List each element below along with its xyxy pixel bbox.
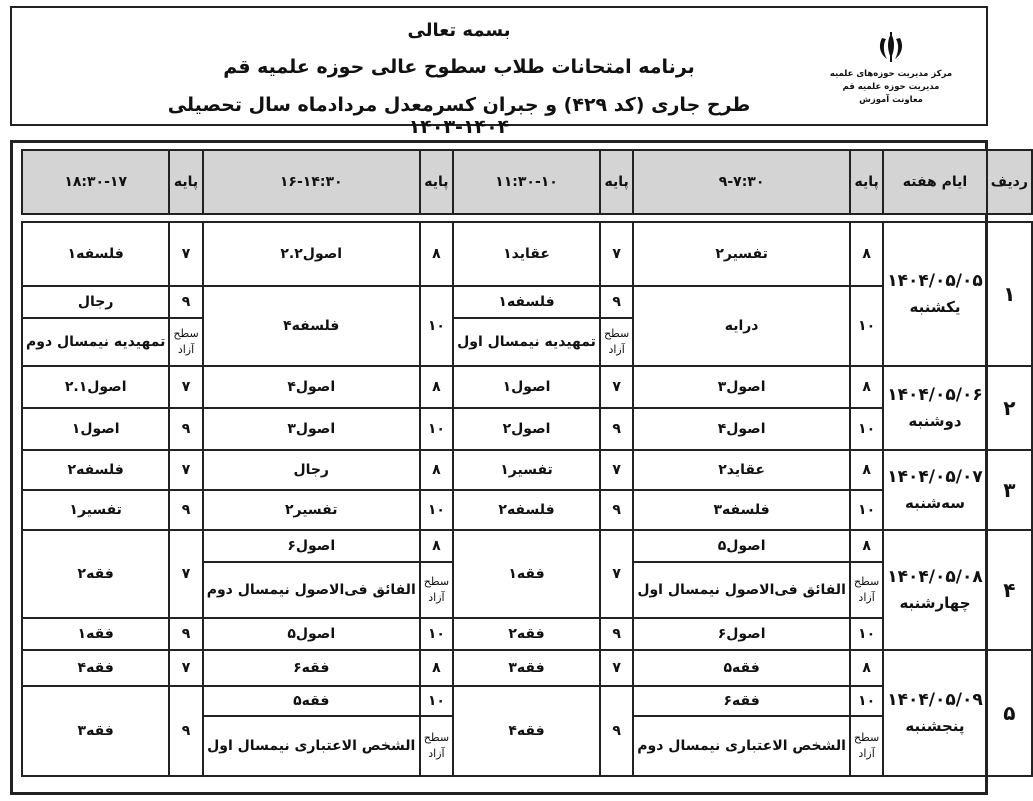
header-paye-1: پایه bbox=[850, 150, 883, 214]
subject-cell: اصول۲.۲ bbox=[203, 222, 420, 286]
paye-cell: ۷ bbox=[169, 222, 202, 286]
row-number: ۴ bbox=[987, 530, 1032, 650]
org-line-1: مرکز مدیریت حوزه‌های علمیه bbox=[829, 69, 953, 79]
paye-cell: سطح آزاد bbox=[420, 562, 453, 618]
subject-cell: فلسفه۴ bbox=[203, 286, 420, 366]
paye-cell: ۱۰ bbox=[420, 286, 453, 366]
subject-cell: اصول۱ bbox=[22, 408, 169, 450]
header-slot-1: ۹-۷:۳۰ bbox=[633, 150, 850, 214]
subject-cell: اصول۴ bbox=[633, 408, 850, 450]
day-date: ۱۴۰۴/۰۵/۰۶ bbox=[887, 385, 983, 405]
paye-cell: ۱۰ bbox=[420, 490, 453, 530]
header-radif: ردیف bbox=[987, 150, 1032, 214]
paye-cell: ۱۰ bbox=[420, 686, 453, 716]
table-row bbox=[22, 450, 1032, 490]
table-row bbox=[22, 286, 1032, 318]
subject-cell: عقاید۱ bbox=[453, 222, 600, 286]
paye-cell: ۱۰ bbox=[850, 618, 883, 650]
subject-cell: اصول۲.۱ bbox=[22, 366, 169, 408]
paye-cell: ۷ bbox=[169, 650, 202, 686]
paye-cell: ۸ bbox=[420, 366, 453, 408]
table-row bbox=[22, 618, 1032, 650]
paye-cell: ۹ bbox=[169, 408, 202, 450]
paye-cell: ۷ bbox=[600, 450, 633, 490]
day-cell bbox=[883, 650, 986, 776]
subject-cell: فلسفه۳ bbox=[633, 490, 850, 530]
subject-cell: اصول۵ bbox=[203, 618, 420, 650]
subject-cell: رجال bbox=[203, 450, 420, 490]
organization-logo-block bbox=[816, 30, 966, 107]
row-number: ۳ bbox=[987, 450, 1032, 530]
paye-cell: ۱۰ bbox=[850, 490, 883, 530]
paye-cell: ۹ bbox=[600, 286, 633, 318]
emblem-icon bbox=[874, 30, 908, 64]
subject-cell: تمهیدیه نیمسال دوم bbox=[22, 318, 169, 366]
paye-cell: سطح آزاد bbox=[850, 562, 883, 618]
header-slot-4: ۱۸:۳۰-۱۷ bbox=[22, 150, 169, 214]
paye-cell: ۷ bbox=[169, 530, 202, 618]
paye-cell: سطح آزاد bbox=[169, 318, 202, 366]
header-paye-4: پایه bbox=[169, 150, 202, 214]
subject-cell: تفسیر۱ bbox=[453, 450, 600, 490]
subject-cell: تمهیدیه نیمسال اول bbox=[453, 318, 600, 366]
paye-cell: ۸ bbox=[420, 222, 453, 286]
paye-cell: ۹ bbox=[600, 686, 633, 776]
document-header bbox=[10, 6, 988, 138]
header-day: ایام هفته bbox=[883, 150, 986, 214]
subject-cell: تفسیر۲ bbox=[203, 490, 420, 530]
subject-cell: اصول۶ bbox=[633, 618, 850, 650]
paye-cell: ۷ bbox=[600, 222, 633, 286]
paye-cell: ۱۰ bbox=[420, 408, 453, 450]
subject-cell: اصول۵ bbox=[633, 530, 850, 562]
row-number: ۱ bbox=[987, 222, 1032, 366]
subject-cell: اصول۳ bbox=[633, 366, 850, 408]
row-number: ۵ bbox=[987, 650, 1032, 776]
paye-cell: ۷ bbox=[600, 366, 633, 408]
subject-cell: فلسفه۲ bbox=[22, 450, 169, 490]
paye-cell: ۸ bbox=[850, 222, 883, 286]
day-date: ۱۴۰۴/۰۵/۰۸ bbox=[887, 567, 983, 587]
paye-cell: ۹ bbox=[169, 490, 202, 530]
subject-cell: فقه۱ bbox=[453, 530, 600, 618]
table-row bbox=[22, 490, 1032, 530]
day-cell bbox=[883, 222, 986, 366]
subject-cell: الشخص الاعتباری نیمسال اول bbox=[203, 716, 420, 776]
day-cell bbox=[883, 450, 986, 530]
table-row bbox=[22, 366, 1032, 408]
paye-cell: ۹ bbox=[169, 618, 202, 650]
subject-cell: الشخص الاعتباری نیمسال دوم bbox=[633, 716, 850, 776]
day-date: ۱۴۰۴/۰۵/۰۷ bbox=[887, 467, 983, 487]
paye-cell: ۹ bbox=[600, 408, 633, 450]
subject-cell: فقه۴ bbox=[22, 650, 169, 686]
header-paye-3: پایه bbox=[420, 150, 453, 214]
subject-cell: فقه۲ bbox=[22, 530, 169, 618]
header-slot-2: ۱۱:۳۰-۱۰ bbox=[453, 150, 600, 214]
subject-cell: فقه۲ bbox=[453, 618, 600, 650]
paye-cell: سطح آزاد bbox=[850, 716, 883, 776]
paye-cell: ۷ bbox=[600, 650, 633, 686]
table-row bbox=[22, 650, 1032, 686]
subject-cell: فقه۵ bbox=[203, 686, 420, 716]
paye-cell: ۸ bbox=[850, 530, 883, 562]
subject-cell: فقه۴ bbox=[453, 686, 600, 776]
table-row bbox=[22, 686, 1032, 716]
day-weekday: یکشنبه bbox=[909, 298, 961, 316]
paye-cell: ۸ bbox=[850, 650, 883, 686]
subject-cell: فلسفه۱ bbox=[22, 222, 169, 286]
paye-cell: ۸ bbox=[420, 530, 453, 562]
paye-cell: ۸ bbox=[420, 450, 453, 490]
paye-cell: ۹ bbox=[169, 286, 202, 318]
subject-cell: فلسفه۲ bbox=[453, 490, 600, 530]
subject-cell: فقه۵ bbox=[633, 650, 850, 686]
table-header-row bbox=[22, 150, 1032, 214]
subject-cell: الفائق فی‌الاصول نیمسال اول bbox=[633, 562, 850, 618]
subject-cell: درایه bbox=[633, 286, 850, 366]
day-weekday: سه‌شنبه bbox=[905, 494, 965, 512]
subject-cell: فقه۱ bbox=[22, 618, 169, 650]
org-line-3: معاونت آموزش bbox=[859, 95, 923, 105]
subject-cell: اصول۳ bbox=[203, 408, 420, 450]
table-row bbox=[22, 530, 1032, 562]
header-line-3: طرح جاری (کد ۴۲۹) و جبران کسرمعدل مردادماه سال تحصیلی ۱۴۰۴-۱۴۰۳ bbox=[167, 94, 751, 138]
paye-cell: ۸ bbox=[420, 650, 453, 686]
table-row bbox=[22, 408, 1032, 450]
paye-cell: ۱۰ bbox=[850, 686, 883, 716]
subject-cell: الفائق فی‌الاصول نیمسال دوم bbox=[203, 562, 420, 618]
paye-cell: ۷ bbox=[169, 450, 202, 490]
schedule-frame bbox=[10, 140, 1028, 795]
paye-cell: ۹ bbox=[600, 618, 633, 650]
paye-cell: ۸ bbox=[850, 366, 883, 408]
header-line-1: بسمه تعالی bbox=[407, 20, 511, 41]
day-weekday: پنجشنبه bbox=[905, 717, 965, 735]
header-paye-2: پایه bbox=[600, 150, 633, 214]
subject-cell: فلسفه۱ bbox=[453, 286, 600, 318]
header-slot-3: ۱۶-۱۴:۳۰ bbox=[203, 150, 420, 214]
paye-cell: ۱۰ bbox=[850, 408, 883, 450]
org-line-2: مدیریت حوزه علمیه قم bbox=[842, 82, 940, 92]
paye-cell: سطح آزاد bbox=[600, 318, 633, 366]
subject-cell: اصول۱ bbox=[453, 366, 600, 408]
day-cell bbox=[883, 530, 986, 650]
header-line-2: برنامه امتحانات طلاب سطوح عالی حوزه علمیه قم bbox=[223, 56, 695, 78]
exam-schedule-table bbox=[21, 149, 1033, 777]
day-weekday: دوشنبه bbox=[908, 412, 962, 430]
subject-cell: فقه۶ bbox=[203, 650, 420, 686]
paye-cell: ۱۰ bbox=[850, 286, 883, 366]
paye-cell: سطح آزاد bbox=[420, 716, 453, 776]
paye-cell: ۷ bbox=[600, 530, 633, 618]
subject-cell: فقه۳ bbox=[453, 650, 600, 686]
day-date: ۱۴۰۴/۰۵/۰۵ bbox=[887, 271, 983, 291]
subject-cell: عقاید۲ bbox=[633, 450, 850, 490]
subject-cell: اصول۲ bbox=[453, 408, 600, 450]
paye-cell: ۷ bbox=[169, 366, 202, 408]
subject-cell: فقه۳ bbox=[22, 686, 169, 776]
paye-cell: ۹ bbox=[169, 686, 202, 776]
day-date: ۱۴۰۴/۰۵/۰۹ bbox=[887, 690, 983, 710]
table-row bbox=[22, 222, 1032, 286]
paye-cell: ۸ bbox=[850, 450, 883, 490]
subject-cell: اصول۶ bbox=[203, 530, 420, 562]
paye-cell: ۱۰ bbox=[420, 618, 453, 650]
subject-cell: رجال bbox=[22, 286, 169, 318]
day-cell bbox=[883, 366, 986, 450]
subject-cell: فقه۶ bbox=[633, 686, 850, 716]
subject-cell: اصول۴ bbox=[203, 366, 420, 408]
day-weekday: چهارشنبه bbox=[899, 594, 971, 612]
row-number: ۲ bbox=[987, 366, 1032, 450]
paye-cell: ۹ bbox=[600, 490, 633, 530]
subject-cell: تفسیر۲ bbox=[633, 222, 850, 286]
subject-cell: تفسیر۱ bbox=[22, 490, 169, 530]
